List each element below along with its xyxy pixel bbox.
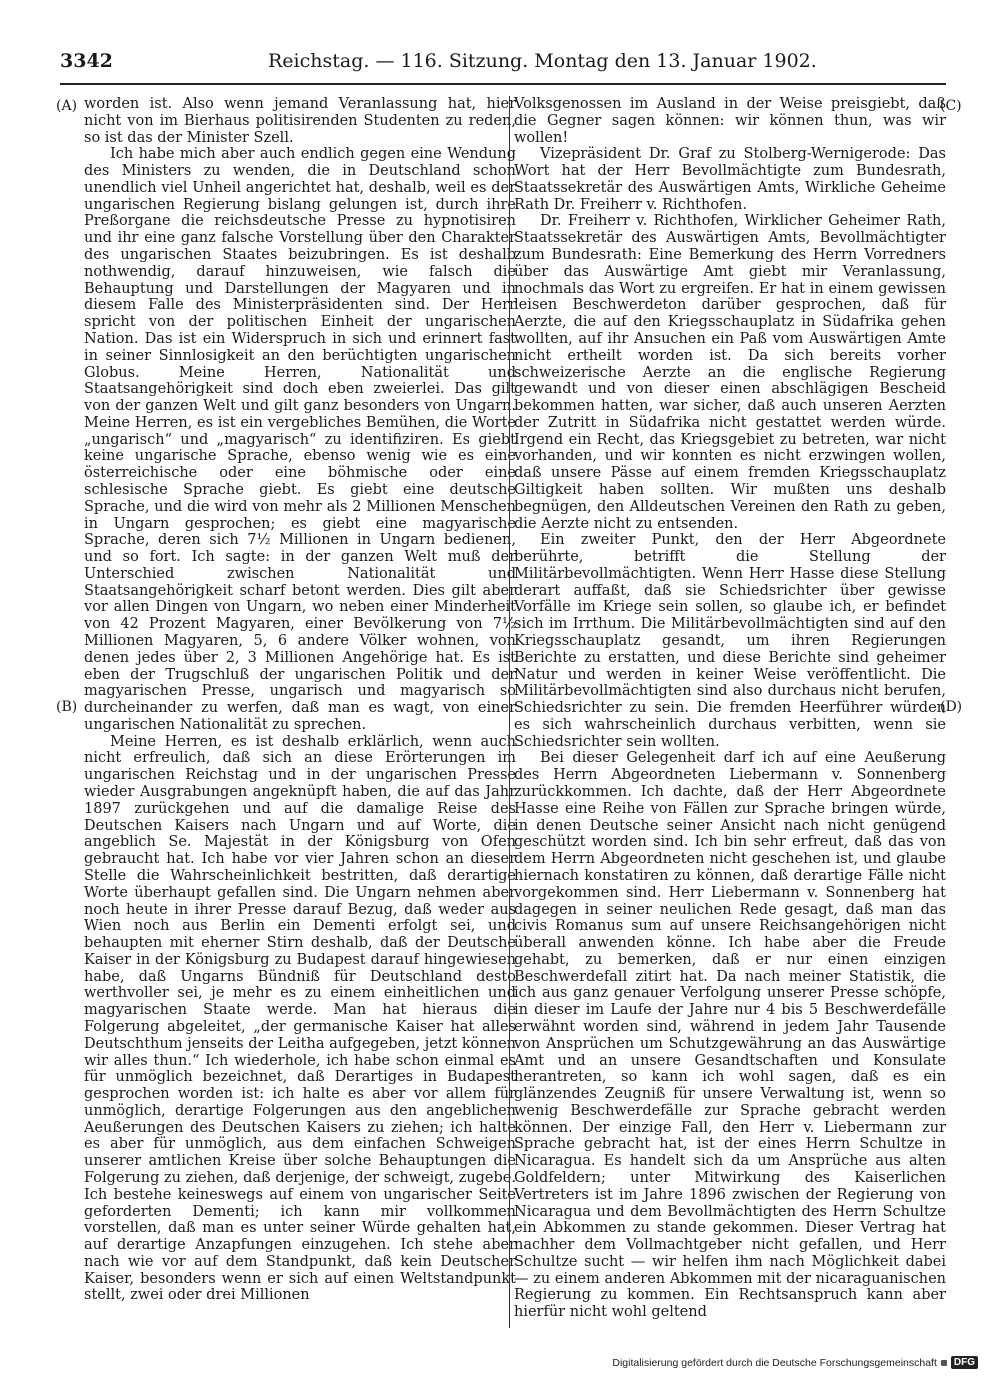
header-rule <box>60 83 946 85</box>
footer <box>612 1356 978 1369</box>
footer-credit: Digitalisierung gefördert durch die Deutsche Forschungsgemeinschaft <box>612 1356 937 1369</box>
dfg-logo: DFG <box>951 1356 978 1369</box>
page-number: 3342 <box>60 50 113 72</box>
running-title: Reichstag. — 116. Sitzung. Montag den 13. Januar 1902. <box>268 50 817 72</box>
page-header <box>60 46 940 84</box>
left-column <box>84 96 516 1304</box>
dfg-mark-icon <box>941 1360 947 1366</box>
left-paragraph: worden ist. Also wenn jemand Veranlassung hat, hier nicht von im Bierhaus politisirenden Studenten zu reden, so ist das der Minister Szell. <box>84 96 516 146</box>
margin-marker-a: (A) <box>56 98 78 114</box>
margin-marker-b: (B) <box>56 699 78 715</box>
right-paragraph: Dr. Freiherr v. Richthofen, Wirklicher Geheimer Rath, Staatssekretär des Auswärtigen Amts, Bevollmächtigter zum Bundesrath: Eine Bemerkung des Herrn Vorredners über das Auswärtige Amt giebt mir Veranlassung, nochmals das Wort zu ergreifen. Er hat in einem gewissen leisen Beschwerdeton darüber gesprochen, daß für Aerzte, die auf den Kriegsschauplatz in Südafrika gehen wollten, auf ihr Ansuchen ein Paß vom Auswärtigen Amte nicht ertheilt worden ist. Da sich bereits vorher schweizerische Aerzte an die englische Regierung gewandt und von dieser einen abschlägigen Bescheid bekommen hatten, war sicher, daß auch unseren Aerzten der Zutritt in Südafrika nicht gestattet werden würde. Irgend ein Recht, das Kriegsgebiet zu betreten, war nicht vorhanden, und wir konnten es nicht erzwingen wollen, daß unsere Pässe auf einem fremden Kriegsschauplatz Giltigkeit haben sollten. Wir mußten uns deshalb begnügen, den Alldeutschen Vereinen den Rath zu geben, die Aerzte nicht zu entsenden. <box>514 213 946 532</box>
margin-marker-c: (C) <box>940 98 962 114</box>
right-column <box>514 96 946 1321</box>
right-paragraph: Volksgenossen im Ausland in der Weise preisgiebt, daß die Gegner sagen können: wir können thun, was wir wollen! <box>514 96 946 146</box>
right-paragraph: Bei dieser Gelegenheit darf ich auf eine Aeußerung des Herrn Abgeordneten Liebermann v. Sonnenberg zurückkommen. Ich dachte, daß der Herr Abgeordnete Hasse eine Reihe von Fällen zur Sprache bringen würde, in denen Deutsche seiner Ansicht nach nicht genügend geschützt worden sind. Ich bin sehr erfreut, daß das von dem Herrn Abgeordneten nicht geschehen ist, und glaube hiernach konstatiren zu können, daß derartige Fälle nicht vorgekommen sind. Herr Liebermann v. Sonnenberg hat dagegen in seiner neulichen Rede gesagt, daß man das civis Romanus sum auf unsere Reichsangehörigen nicht überall anwenden könne. Ich habe aber die Freude gehabt, zu bemerken, daß er nur einen einzigen Beschwerdefall zitirt hat. Da nach meiner Statistik, die ich aus ganz genauer Verfolgung unserer Presse schöpfe, in dieser im Laufe der Jahre nur 4 bis 5 Beschwerdefälle erwähnt worden sind, während in jedem Jahr Tausende von Ansprüchen um Schutzgewährung an das Auswärtige Amt und an unsere Gesandtschaften und Konsulate herantreten, so kann ich wohl sagen, daß es ein glänzendes Zeugniß für unsere Verwaltung ist, wenn so wenig Beschwerdefälle zur Sprache gebracht werden können. Der einzige Fall, den Herr v. Liebermann zur Sprache gebracht hat, ist der eines Herrn Schultze in Nicaragua. Es handelt sich da um Ansprüche aus alten Goldfeldern; unter Mitwirkung des Kaiserlichen Vertreters ist im Jahre 1896 zwischen der Regierung von Nicaragua und dem Bevollmächtigten des Herrn Schultze ein Abkommen zu stande gekommen. Dieser Vertrag hat nachher dem Vollmachtgeber nicht gefallen, und Herr Schultze sucht — wir helfen ihm nach Möglichkeit dabei — zu einem anderen Abkommen mit der nicaraguanischen Regierung zu kommen. Ein Rechtsanspruch kann aber hierfür nicht wohl geltend <box>514 750 946 1321</box>
right-paragraph: Vizepräsident Dr. Graf zu Stolberg-Wernigerode: Das Wort hat der Herr Bevollmächtigte zum Bundesrath, Staatssekretär des Auswärtigen Amts, Wirkliche Geheime Rath Dr. Freiherr v. Richthofen. <box>514 146 946 213</box>
left-paragraph: Ich habe mich aber auch endlich gegen eine Wendung des Ministers zu wenden, die in Deutschland schon unendlich viel Unheil angerichtet hat, deshalb, weil es der ungarischen Regierung bislang gelungen ist, durch ihre Preßorgane die reichsdeutsche Presse zu hypnotisiren und ihr eine ganz falsche Vorstellung über den Charakter des ungarischen Staates beizubringen. Es ist deshalb nothwendig, darauf hinzuweisen, wie falsch die Behauptung und Darstellungen der Magyaren und in diesem Falle des Ministerpräsidenten sind. Der Herr spricht von der politischen Einheit der ungarischen Nation. Das ist ein Widerspruch in sich und erinnert fast in seiner Sinnlosigkeit an den berüchtigten ungarischen Globus. Meine Herren, Nationalität und Staatsangehörigkeit sind doch eben zweierlei. Das gilt von der ganzen Welt und gilt ganz besonders von Ungarn. Meine Herren, es ist ein vergebliches Bemühen, die Worte „ungarisch“ und „magyarisch“ zu identifiziren. Es giebt keine ungarische Sprache, ebenso wenig wie es eine österreichische oder eine böhmische oder eine schlesische Sprache giebt. Es giebt eine deutsche Sprache, und die wird von mehr als 2 Millionen Menschen in Ungarn gesprochen; es giebt eine magyarische Sprache, deren sich 7½ Millionen in Ungarn bedienen, und so fort. Ich sagte: in der ganzen Welt muß der Unterschied zwischen Nationalität und Staatsangehörigkeit scharf betont werden. Dies gilt aber vor allen Dingen von Ungarn, wo neben einer Minderheit von 42 Prozent Magyaren, einer Bevölkerung von 7½ Millionen Magyaren, 5, 6 andere Völker wohnen, von denen jedes über 2, 3 Millionen Angehörige hat. Es ist eben der Trugschluß der ungarischen Politik und der magyarischen Presse, ungarisch und magyarisch so durcheinander zu werfen, daß man es wagt, von einer ungarischen Nationalität zu sprechen. <box>84 146 516 733</box>
left-paragraph: Meine Herren, es ist deshalb erklärlich, wenn auch nicht erfreulich, daß sich an diese Erörterungen im ungarischen Reichstag und in der ungarischen Presse wieder Ausgrabungen angeknüpft haben, die auf das Jahr 1897 zurückgehen und auf die damalige Reise des Deutschen Kaisers nach Ungarn und auf Worte, die angeblich Se. Majestät in der Königsburg von Ofen gebraucht hat. Ich habe vor vier Jahren schon an dieser Stelle die Wahrscheinlichkeit bestritten, daß derartige Worte überhaupt gefallen sind. Die Ungarn nehmen aber noch heute in ihrer Presse darauf Bezug, daß weder aus Wien noch aus Berlin ein Dementi erfolgt sei, und behaupten mit eherner Stirn deshalb, daß der Deutsche Kaiser in der Königsburg zu Budapest darauf hingewiesen habe, daß Ungarns Bündniß für Deutschland desto werthvoller sei, je mehr es zu einem einheitlichen und magyarischen Staate werde. Man hat hieraus die Folgerung abgeleitet, „der germanische Kaiser hat alles Deutschthum jenseits der Leitha aufgegeben, jetzt können wir alles thun.“ Ich wiederhole, ich habe schon einmal es für unmöglich bezeichnet, daß Derartiges in Budapest gesprochen worden ist: ich halte es aber vor allem für unmöglich, derartige Folgerungen aus den angeblichen Aeußerungen des Deutschen Kaisers zu ziehen; ich halte es aber für unmöglich, aus dem einfachen Schweigen unserer amtlichen Kreise über solche Behauptungen die Folgerung zu ziehen, daß derjenige, der schweigt, zugebe. Ich bestehe keineswegs auf einem von ungarischer Seite geforderten Dementi; ich kann mir vollkommen vorstellen, daß man es unter seiner Würde gehalten hat, auf derartige Anzapfungen einzugehen. Ich stehe aber nach wie vor auf dem Standpunkt, daß kein Deutscher Kaiser, besonders wenn er sich auf einen Weltstandpunkt stellt, zwei oder drei Millionen <box>84 733 516 1304</box>
right-paragraph: Ein zweiter Punkt, den der Herr Abgeordnete berührte, betrifft die Stellung der Militärbevollmächtigten. Wenn Herr Hasse diese Stellung derart auffaßt, daß sie Schiedsrichter über gewisse Vorfälle im Kriege sein sollen, so glaube ich, er befindet sich im Irrthum. Die Militärbevollmächtigten sind auf den Kriegsschauplatz gesandt, um ihren Regierungen Berichte zu erstatten, und diese Berichte sind geheimer Natur und werden in keiner Weise veröffentlicht. Die Militärbevollmächtigten sind also durchaus nicht berufen, Schiedsrichter zu sein. Die fremden Heerführer würden es sich wahrscheinlich durchaus verbitten, wenn sie Schiedsrichter sein wollten. <box>514 532 946 750</box>
column-divider <box>509 96 510 1328</box>
margin-marker-d: (D) <box>940 699 963 715</box>
